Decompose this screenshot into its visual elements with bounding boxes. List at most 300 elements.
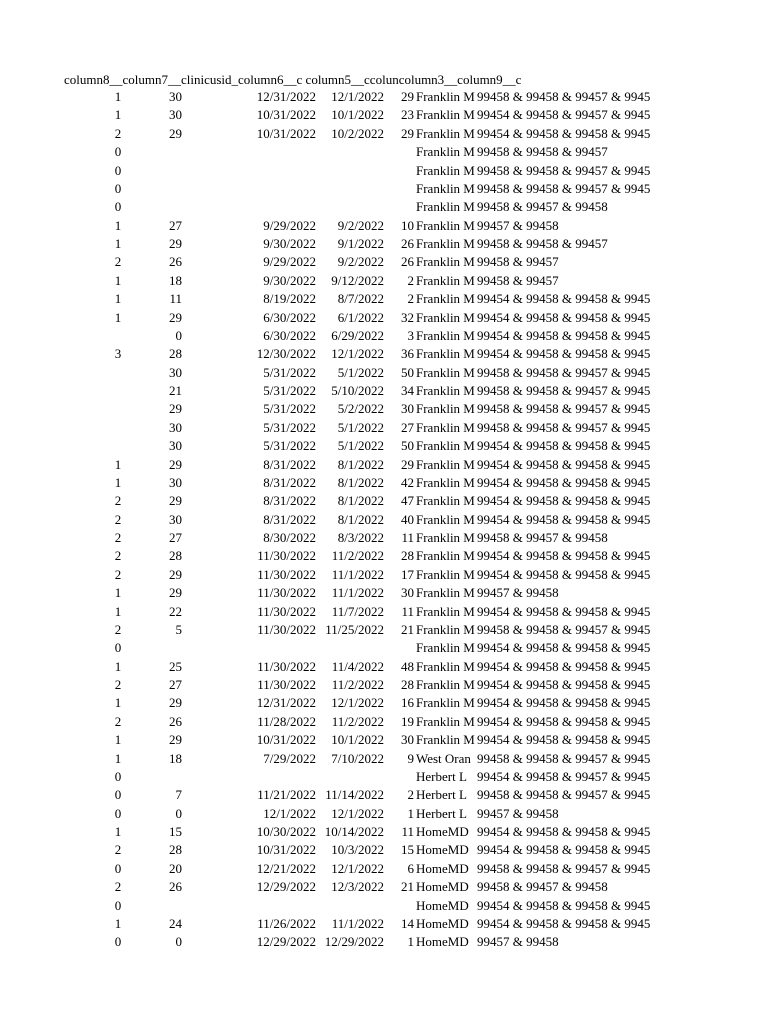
column7-cell: 22 bbox=[169, 603, 182, 619]
column9-cell: 99458 & 99458 & 99457 & 9945 bbox=[477, 89, 651, 104]
column5-cell: 3 bbox=[407, 327, 414, 343]
column9-cell: 99458 & 99457 bbox=[477, 254, 559, 270]
clinic-name-cell: Franklin M bbox=[416, 493, 475, 509]
column7-cell: 27 bbox=[169, 677, 182, 692]
column7-cell: 7 bbox=[175, 787, 182, 803]
column5-cell: 2 bbox=[407, 272, 414, 288]
column8-cell: 1 bbox=[114, 107, 122, 123]
clinicusid-cell: 12/31/2022 bbox=[256, 89, 316, 104]
column9-cell: 99454 & 99458 & 99458 & 9945 bbox=[477, 640, 651, 656]
column9-cell: 99454 & 99458 & 99458 & 9945 bbox=[477, 327, 651, 343]
column5-cell: 30 bbox=[401, 732, 414, 748]
clinicusid-cell: 6/30/2022 bbox=[263, 309, 316, 325]
table-row bbox=[0, 272, 768, 290]
clinicusid-cell: 11/30/2022 bbox=[257, 585, 316, 601]
column6-cell: 11/2/2022 bbox=[331, 713, 384, 729]
column5-cell: 14 bbox=[401, 915, 414, 931]
table-body bbox=[0, 88, 768, 952]
column6-cell: 11/4/2022 bbox=[331, 658, 384, 674]
table-row bbox=[0, 364, 768, 382]
clinic-name-cell: Franklin M bbox=[416, 107, 475, 123]
column7-cell: 30 bbox=[169, 438, 182, 454]
table-row bbox=[0, 382, 768, 400]
clinic-name-cell: Franklin M bbox=[416, 144, 475, 160]
clinic-name-cell: Franklin M bbox=[416, 383, 475, 398]
column6-cell: 5/1/2022 bbox=[337, 438, 384, 454]
column8-cell: 1 bbox=[114, 658, 122, 674]
table-row bbox=[0, 731, 768, 749]
column7-cell: 29 bbox=[169, 125, 182, 141]
column7-cell: 27 bbox=[169, 217, 182, 233]
table-row bbox=[0, 309, 768, 327]
clinic-name-cell: Franklin M bbox=[416, 456, 475, 472]
clinicusid-cell: 12/31/2022 bbox=[256, 695, 316, 711]
clinic-name-cell: HomeMD bbox=[416, 934, 469, 950]
table-row bbox=[0, 511, 768, 529]
column7-cell: 29 bbox=[169, 456, 182, 472]
column9-cell: 99458 & 99458 & 99457 & 9945 bbox=[477, 419, 651, 435]
clinic-name-cell: Herbert L bbox=[416, 768, 467, 784]
column9-cell: 99458 & 99458 & 99457 bbox=[477, 236, 608, 251]
clinicusid-cell: 5/31/2022 bbox=[263, 419, 316, 435]
column9-cell: 99457 & 99458 bbox=[477, 585, 559, 601]
column8-cell: 2 bbox=[114, 677, 122, 692]
clinicusid-cell: 12/1/2022 bbox=[263, 805, 316, 821]
column6-cell: 11/2/2022 bbox=[331, 677, 384, 692]
clinic-name-cell: Franklin M bbox=[416, 162, 475, 178]
table-row bbox=[0, 621, 768, 639]
table-row bbox=[0, 897, 768, 915]
column9-cell: 99454 & 99458 & 99458 & 9945 bbox=[477, 125, 651, 141]
clinicusid-cell: 11/30/2022 bbox=[257, 621, 316, 637]
clinic-name-cell: Franklin M bbox=[416, 438, 475, 454]
clinicusid-cell: 6/30/2022 bbox=[263, 327, 316, 343]
column8-cell: 0 bbox=[114, 640, 122, 656]
clinicusid-cell: 12/21/2022 bbox=[256, 860, 316, 876]
clinicusid-cell: 12/30/2022 bbox=[256, 346, 316, 362]
table-row bbox=[0, 786, 768, 804]
column-header-row: column8__column7__clinicusid_column6__c column5__ccoluncolumn3__column9__c bbox=[64, 72, 522, 87]
column6-cell: 9/12/2022 bbox=[331, 272, 384, 288]
column6-cell: 9/2/2022 bbox=[337, 217, 384, 233]
column8-cell: 1 bbox=[114, 474, 122, 490]
column8-cell: 2 bbox=[114, 621, 122, 637]
clinicusid-cell: 9/29/2022 bbox=[263, 254, 316, 270]
column9-cell: 99458 & 99458 & 99457 & 9945 bbox=[477, 787, 651, 803]
column9-cell: 99454 & 99458 & 99457 & 9945 bbox=[477, 768, 651, 784]
table-row bbox=[0, 143, 768, 161]
column5-cell: 34 bbox=[401, 383, 414, 398]
column6-cell: 12/1/2022 bbox=[331, 805, 384, 821]
table-row bbox=[0, 547, 768, 565]
clinicusid-cell: 10/31/2022 bbox=[256, 842, 316, 858]
table-row bbox=[0, 933, 768, 951]
table-row bbox=[0, 584, 768, 602]
column9-cell: 99458 & 99458 & 99457 & 9945 bbox=[477, 383, 651, 398]
column6-cell: 5/1/2022 bbox=[337, 364, 384, 380]
column7-cell: 11 bbox=[169, 291, 182, 307]
column5-cell: 47 bbox=[401, 493, 414, 509]
table-row bbox=[0, 162, 768, 180]
clinic-name-cell: Franklin M bbox=[416, 180, 475, 196]
column9-cell: 99458 & 99457 & 99458 bbox=[477, 199, 608, 215]
clinic-name-cell: HomeMD bbox=[416, 915, 469, 931]
clinicusid-cell: 10/31/2022 bbox=[256, 107, 316, 123]
column7-cell: 25 bbox=[169, 658, 182, 674]
clinicusid-cell: 11/30/2022 bbox=[257, 677, 316, 692]
column9-cell: 99454 & 99458 & 99458 & 9945 bbox=[477, 695, 651, 711]
column6-cell: 8/7/2022 bbox=[337, 291, 384, 307]
column6-cell: 11/1/2022 bbox=[331, 566, 384, 582]
clinic-name-cell: Franklin M bbox=[416, 125, 475, 141]
column5-cell: 27 bbox=[401, 419, 414, 435]
column6-cell: 12/29/2022 bbox=[324, 934, 384, 950]
column7-cell: 29 bbox=[169, 236, 182, 251]
column9-cell: 99457 & 99458 bbox=[477, 934, 559, 950]
column8-cell: 1 bbox=[114, 824, 122, 839]
table-row bbox=[0, 180, 768, 198]
table-row bbox=[0, 253, 768, 271]
column9-cell: 99454 & 99458 & 99458 & 9945 bbox=[477, 566, 651, 582]
column5-cell: 1 bbox=[407, 805, 414, 821]
column9-cell: 99454 & 99458 & 99458 & 9945 bbox=[477, 603, 651, 619]
column6-cell: 8/1/2022 bbox=[337, 456, 384, 472]
column7-cell: 29 bbox=[169, 585, 182, 601]
clinic-name-cell: Franklin M bbox=[416, 474, 475, 490]
clinicusid-cell: 5/31/2022 bbox=[263, 401, 316, 417]
column9-cell: 99454 & 99458 & 99458 & 9945 bbox=[477, 548, 651, 564]
table-row bbox=[0, 419, 768, 437]
table-row bbox=[0, 823, 768, 841]
column7-cell: 26 bbox=[169, 879, 182, 895]
clinic-name-cell: Franklin M bbox=[416, 677, 475, 692]
clinicusid-cell: 5/31/2022 bbox=[263, 383, 316, 398]
column5-cell: 6 bbox=[407, 860, 414, 876]
table-row bbox=[0, 400, 768, 418]
column9-cell: 99454 & 99458 & 99458 & 9945 bbox=[477, 824, 651, 839]
column6-cell: 10/2/2022 bbox=[331, 125, 384, 141]
clinicusid-cell: 5/31/2022 bbox=[263, 364, 316, 380]
column7-cell: 30 bbox=[169, 364, 182, 380]
column5-cell: 11 bbox=[401, 603, 414, 619]
column9-cell: 99454 & 99458 & 99457 & 9945 bbox=[477, 107, 651, 123]
clinicusid-cell: 10/31/2022 bbox=[256, 125, 316, 141]
column7-cell: 30 bbox=[169, 474, 182, 490]
column8-cell: 1 bbox=[114, 309, 122, 325]
column8-cell: 0 bbox=[114, 162, 122, 178]
table-row bbox=[0, 915, 768, 933]
column6-cell: 8/3/2022 bbox=[337, 530, 384, 545]
column5-cell: 16 bbox=[401, 695, 414, 711]
column8-cell: 2 bbox=[114, 842, 122, 858]
column9-cell: 99454 & 99458 & 99458 & 9945 bbox=[477, 677, 651, 692]
column8-cell: 0 bbox=[114, 934, 122, 950]
table-row bbox=[0, 713, 768, 731]
clinic-name-cell: Franklin M bbox=[416, 621, 475, 637]
table-row bbox=[0, 529, 768, 547]
table-row bbox=[0, 217, 768, 235]
column5-cell: 42 bbox=[401, 474, 414, 490]
column9-cell: 99458 & 99457 & 99458 bbox=[477, 530, 608, 545]
column7-cell: 21 bbox=[169, 383, 182, 398]
column9-cell: 99457 & 99458 bbox=[477, 805, 559, 821]
column8-cell: 2 bbox=[114, 254, 122, 270]
column6-cell: 5/2/2022 bbox=[337, 401, 384, 417]
column8-cell: 0 bbox=[114, 768, 122, 784]
column8-cell: 0 bbox=[114, 860, 122, 876]
clinicusid-cell: 9/30/2022 bbox=[263, 272, 316, 288]
column8-cell: 0 bbox=[114, 897, 122, 913]
column6-cell: 10/3/2022 bbox=[331, 842, 384, 858]
column7-cell: 18 bbox=[169, 750, 182, 766]
clinic-name-cell: Franklin M bbox=[416, 309, 475, 325]
column8-cell: 1 bbox=[114, 585, 122, 601]
column7-cell: 28 bbox=[169, 346, 182, 362]
column7-cell: 29 bbox=[169, 732, 182, 748]
clinic-name-cell: Franklin M bbox=[416, 732, 475, 748]
column9-cell: 99458 & 99458 & 99457 & 9945 bbox=[477, 621, 651, 637]
clinicusid-cell: 5/31/2022 bbox=[263, 438, 316, 454]
column5-cell: 28 bbox=[401, 677, 414, 692]
column8-cell: 1 bbox=[114, 291, 122, 307]
column5-cell: 11 bbox=[401, 530, 414, 545]
clinic-name-cell: Franklin M bbox=[416, 346, 475, 362]
column5-cell: 30 bbox=[401, 401, 414, 417]
column8-cell: 1 bbox=[114, 272, 122, 288]
column5-cell: 1 bbox=[407, 934, 414, 950]
column7-cell: 20 bbox=[169, 860, 182, 876]
column9-cell: 99454 & 99458 & 99458 & 9945 bbox=[477, 511, 651, 527]
column9-cell: 99454 & 99458 & 99458 & 9945 bbox=[477, 658, 651, 674]
column8-cell: 0 bbox=[114, 144, 122, 160]
clinic-name-cell: Franklin M bbox=[416, 419, 475, 435]
column5-cell: 17 bbox=[401, 566, 414, 582]
column7-cell: 30 bbox=[169, 107, 182, 123]
column8-cell: 2 bbox=[114, 493, 122, 509]
column5-cell: 2 bbox=[407, 291, 414, 307]
clinic-name-cell: Franklin M bbox=[416, 291, 475, 307]
table-row bbox=[0, 290, 768, 308]
column7-cell: 29 bbox=[169, 309, 182, 325]
column8-cell: 1 bbox=[114, 603, 122, 619]
column7-cell: 28 bbox=[169, 548, 182, 564]
column9-cell: 99458 & 99458 & 99457 & 9945 bbox=[477, 364, 651, 380]
column9-cell: 99454 & 99458 & 99458 & 9945 bbox=[477, 713, 651, 729]
table-row bbox=[0, 566, 768, 584]
clinic-name-cell: Franklin M bbox=[416, 327, 475, 343]
clinicusid-cell: 11/26/2022 bbox=[257, 915, 316, 931]
clinic-name-cell: HomeMD bbox=[416, 824, 469, 839]
column7-cell: 5 bbox=[175, 621, 182, 637]
column6-cell: 11/2/2022 bbox=[331, 548, 384, 564]
table-row bbox=[0, 694, 768, 712]
clinic-name-cell: Franklin M bbox=[416, 713, 475, 729]
column7-cell: 29 bbox=[169, 493, 182, 509]
column6-cell: 10/1/2022 bbox=[331, 107, 384, 123]
clinicusid-cell: 8/19/2022 bbox=[263, 291, 316, 307]
column9-cell: 99454 & 99458 & 99458 & 9945 bbox=[477, 456, 651, 472]
clinicusid-cell: 11/30/2022 bbox=[257, 658, 316, 674]
column8-cell: 2 bbox=[114, 548, 122, 564]
clinicusid-cell: 11/30/2022 bbox=[257, 548, 316, 564]
table-row bbox=[0, 768, 768, 786]
column9-cell: 99458 & 99457 & 99458 bbox=[477, 879, 608, 895]
column5-cell: 29 bbox=[401, 89, 414, 104]
table-row bbox=[0, 88, 768, 106]
column9-cell: 99458 & 99458 & 99457 & 9945 bbox=[477, 750, 651, 766]
clinicusid-cell: 11/28/2022 bbox=[257, 713, 316, 729]
clinic-name-cell: Franklin M bbox=[416, 548, 475, 564]
column8-cell: 1 bbox=[114, 236, 122, 251]
column6-cell: 5/10/2022 bbox=[331, 383, 384, 398]
column5-cell: 30 bbox=[401, 585, 414, 601]
column6-cell: 12/1/2022 bbox=[331, 89, 384, 104]
table-row bbox=[0, 805, 768, 823]
clinicusid-cell: 10/30/2022 bbox=[256, 824, 316, 839]
clinic-name-cell: Franklin M bbox=[416, 585, 475, 601]
column7-cell: 27 bbox=[169, 530, 182, 545]
column6-cell: 10/14/2022 bbox=[324, 824, 384, 839]
table-row bbox=[0, 676, 768, 694]
table-row bbox=[0, 639, 768, 657]
column5-cell: 21 bbox=[401, 879, 414, 895]
column8-cell: 1 bbox=[114, 217, 122, 233]
column7-cell: 30 bbox=[169, 511, 182, 527]
table-row bbox=[0, 878, 768, 896]
column8-cell: 3 bbox=[114, 346, 122, 362]
column9-cell: 99454 & 99458 & 99458 & 9945 bbox=[477, 915, 651, 931]
column5-cell: 26 bbox=[401, 254, 414, 270]
table-row bbox=[0, 125, 768, 143]
clinicusid-cell: 11/21/2022 bbox=[257, 787, 316, 803]
clinicusid-cell: 8/31/2022 bbox=[263, 493, 316, 509]
column5-cell: 11 bbox=[401, 824, 414, 839]
column8-cell: 2 bbox=[114, 879, 122, 895]
clinicusid-cell: 7/29/2022 bbox=[263, 750, 316, 766]
column7-cell: 0 bbox=[175, 327, 182, 343]
table-row bbox=[0, 235, 768, 253]
clinic-name-cell: Franklin M bbox=[416, 603, 475, 619]
column6-cell: 8/1/2022 bbox=[337, 474, 384, 490]
column8-cell: 1 bbox=[114, 732, 122, 748]
clinicusid-cell: 11/30/2022 bbox=[257, 566, 316, 582]
column7-cell: 0 bbox=[175, 934, 182, 950]
column8-cell: 0 bbox=[114, 180, 122, 196]
clinic-name-cell: Franklin M bbox=[416, 658, 475, 674]
column9-cell: 99454 & 99458 & 99458 & 9945 bbox=[477, 897, 651, 913]
column8-cell: 1 bbox=[114, 750, 122, 766]
column5-cell: 50 bbox=[401, 364, 414, 380]
column7-cell: 28 bbox=[169, 842, 182, 858]
column6-cell: 12/1/2022 bbox=[331, 860, 384, 876]
column6-cell: 11/25/2022 bbox=[325, 621, 384, 637]
clinic-name-cell: Franklin M bbox=[416, 217, 475, 233]
clinicusid-cell: 12/29/2022 bbox=[256, 934, 316, 950]
column9-cell: 99458 & 99458 & 99457 bbox=[477, 144, 608, 160]
column7-cell: 29 bbox=[169, 695, 182, 711]
column5-cell: 23 bbox=[401, 107, 414, 123]
column8-cell: 0 bbox=[114, 787, 122, 803]
column6-cell: 10/1/2022 bbox=[331, 732, 384, 748]
table-row bbox=[0, 198, 768, 216]
column5-cell: 48 bbox=[401, 658, 414, 674]
column6-cell: 11/1/2022 bbox=[331, 915, 384, 931]
column6-cell: 6/1/2022 bbox=[337, 309, 384, 325]
column5-cell: 29 bbox=[401, 125, 414, 141]
column6-cell: 12/3/2022 bbox=[331, 879, 384, 895]
column8-cell: 2 bbox=[114, 713, 122, 729]
clinic-name-cell: Herbert L bbox=[416, 787, 467, 803]
table-row bbox=[0, 327, 768, 345]
column8-cell: 2 bbox=[114, 566, 122, 582]
column5-cell: 29 bbox=[401, 456, 414, 472]
clinic-name-cell: Franklin M bbox=[416, 640, 475, 656]
table-row bbox=[0, 474, 768, 492]
column8-cell: 0 bbox=[114, 199, 122, 215]
table-row bbox=[0, 492, 768, 510]
column8-cell: 1 bbox=[114, 89, 122, 104]
clinic-name-cell: HomeMD bbox=[416, 860, 469, 876]
column9-cell: 99458 & 99458 & 99457 & 9945 bbox=[477, 401, 651, 417]
column9-cell: 99454 & 99458 & 99458 & 9945 bbox=[477, 309, 651, 325]
column9-cell: 99454 & 99458 & 99458 & 9945 bbox=[477, 474, 651, 490]
clinicusid-cell: 10/31/2022 bbox=[256, 732, 316, 748]
column9-cell: 99454 & 99458 & 99458 & 9945 bbox=[477, 346, 651, 362]
column6-cell: 8/1/2022 bbox=[337, 511, 384, 527]
table-row bbox=[0, 841, 768, 859]
column9-cell: 99458 & 99458 & 99457 & 9945 bbox=[477, 162, 651, 178]
column8-cell: 1 bbox=[114, 695, 122, 711]
table-row bbox=[0, 658, 768, 676]
column5-cell: 50 bbox=[401, 438, 414, 454]
table-row bbox=[0, 603, 768, 621]
clinic-name-cell: Franklin M bbox=[416, 566, 475, 582]
column7-cell: 0 bbox=[175, 805, 182, 821]
column7-cell: 18 bbox=[169, 272, 182, 288]
column9-cell: 99457 & 99458 bbox=[477, 217, 559, 233]
clinic-name-cell: West Oran bbox=[416, 750, 471, 766]
clinicusid-cell: 8/30/2022 bbox=[263, 530, 316, 545]
column5-cell: 40 bbox=[401, 511, 414, 527]
column8-cell: 2 bbox=[114, 530, 122, 545]
clinic-name-cell: Franklin M bbox=[416, 199, 475, 215]
clinicusid-cell: 8/31/2022 bbox=[263, 456, 316, 472]
column5-cell: 10 bbox=[401, 217, 414, 233]
table-row bbox=[0, 456, 768, 474]
clinic-name-cell: Franklin M bbox=[416, 272, 475, 288]
column8-cell: 2 bbox=[114, 125, 122, 141]
column7-cell: 26 bbox=[169, 713, 182, 729]
column7-cell: 24 bbox=[169, 915, 182, 931]
column5-cell: 2 bbox=[407, 787, 414, 803]
clinic-name-cell: Franklin M bbox=[416, 530, 475, 545]
clinic-name-cell: HomeMD bbox=[416, 897, 469, 913]
column6-cell: 12/1/2022 bbox=[331, 695, 384, 711]
table-row bbox=[0, 437, 768, 455]
column9-cell: 99458 & 99458 & 99457 & 9945 bbox=[477, 860, 651, 876]
column9-cell: 99454 & 99458 & 99458 & 9945 bbox=[477, 438, 651, 454]
column5-cell: 15 bbox=[401, 842, 414, 858]
column6-cell: 11/1/2022 bbox=[331, 585, 384, 601]
column7-cell: 30 bbox=[169, 419, 182, 435]
column6-cell: 7/10/2022 bbox=[331, 750, 384, 766]
clinic-name-cell: Franklin M bbox=[416, 401, 475, 417]
clinic-name-cell: Herbert L bbox=[416, 805, 467, 821]
clinic-name-cell: HomeMD bbox=[416, 842, 469, 858]
table-row bbox=[0, 345, 768, 363]
column7-cell: 29 bbox=[169, 401, 182, 417]
column9-cell: 99454 & 99458 & 99458 & 9945 bbox=[477, 732, 651, 748]
